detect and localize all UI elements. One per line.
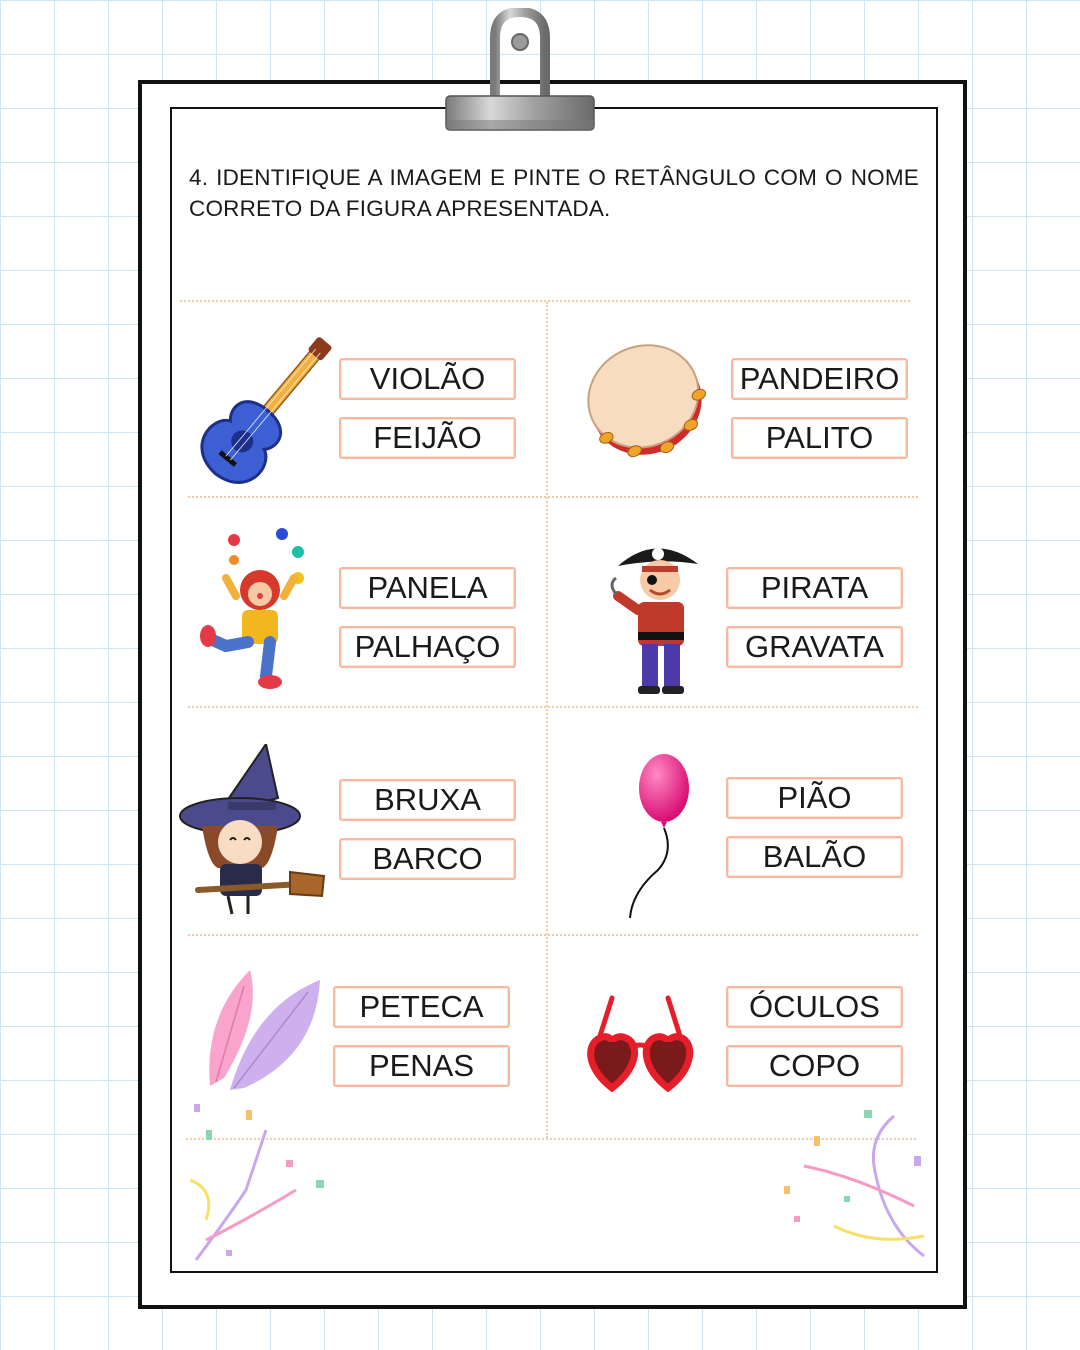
option-pandeiro[interactable]: PANDEIRO (731, 358, 908, 400)
option-piao[interactable]: PIÃO (726, 777, 903, 819)
clown-icon (196, 526, 308, 692)
option-palhaco[interactable]: PALHAÇO (339, 626, 516, 668)
witch-icon (178, 744, 326, 920)
option-oculos[interactable]: ÓCULOS (726, 986, 903, 1028)
tambourine-icon (584, 338, 706, 462)
row-divider (188, 496, 918, 498)
row-divider (188, 934, 918, 936)
option-copo[interactable]: COPO (726, 1045, 903, 1087)
instruction-text: 4. IDENTIFIQUE A IMAGEM E PINTE O RETÂNGULO COM O NOME CORRETO DA FIGURA APRESENTADA. (189, 165, 919, 221)
option-barco[interactable]: BARCO (339, 838, 516, 880)
confetti-right-icon (774, 1106, 934, 1270)
binder-clip-icon (440, 8, 600, 138)
balloon-icon (614, 752, 698, 922)
option-bruxa[interactable]: BRUXA (339, 779, 516, 821)
pirate-icon (606, 538, 708, 698)
column-divider (546, 302, 548, 1138)
option-balao[interactable]: BALÃO (726, 836, 903, 878)
option-peteca[interactable]: PETECA (333, 986, 510, 1028)
guitar-icon (196, 332, 336, 494)
option-pirata[interactable]: PIRATA (726, 567, 903, 609)
confetti-left-icon (186, 1100, 336, 1270)
option-feijao[interactable]: FEIJÃO (339, 417, 516, 459)
option-gravata[interactable]: GRAVATA (726, 626, 903, 668)
option-penas[interactable]: PENAS (333, 1045, 510, 1087)
heart-glasses-icon (584, 992, 696, 1092)
option-palito[interactable]: PALITO (731, 417, 908, 459)
row-divider (188, 706, 918, 708)
option-panela[interactable]: PANELA (339, 567, 516, 609)
option-violao[interactable]: VIOLÃO (339, 358, 516, 400)
row-divider (180, 300, 910, 302)
feathers-icon (204, 966, 324, 1096)
